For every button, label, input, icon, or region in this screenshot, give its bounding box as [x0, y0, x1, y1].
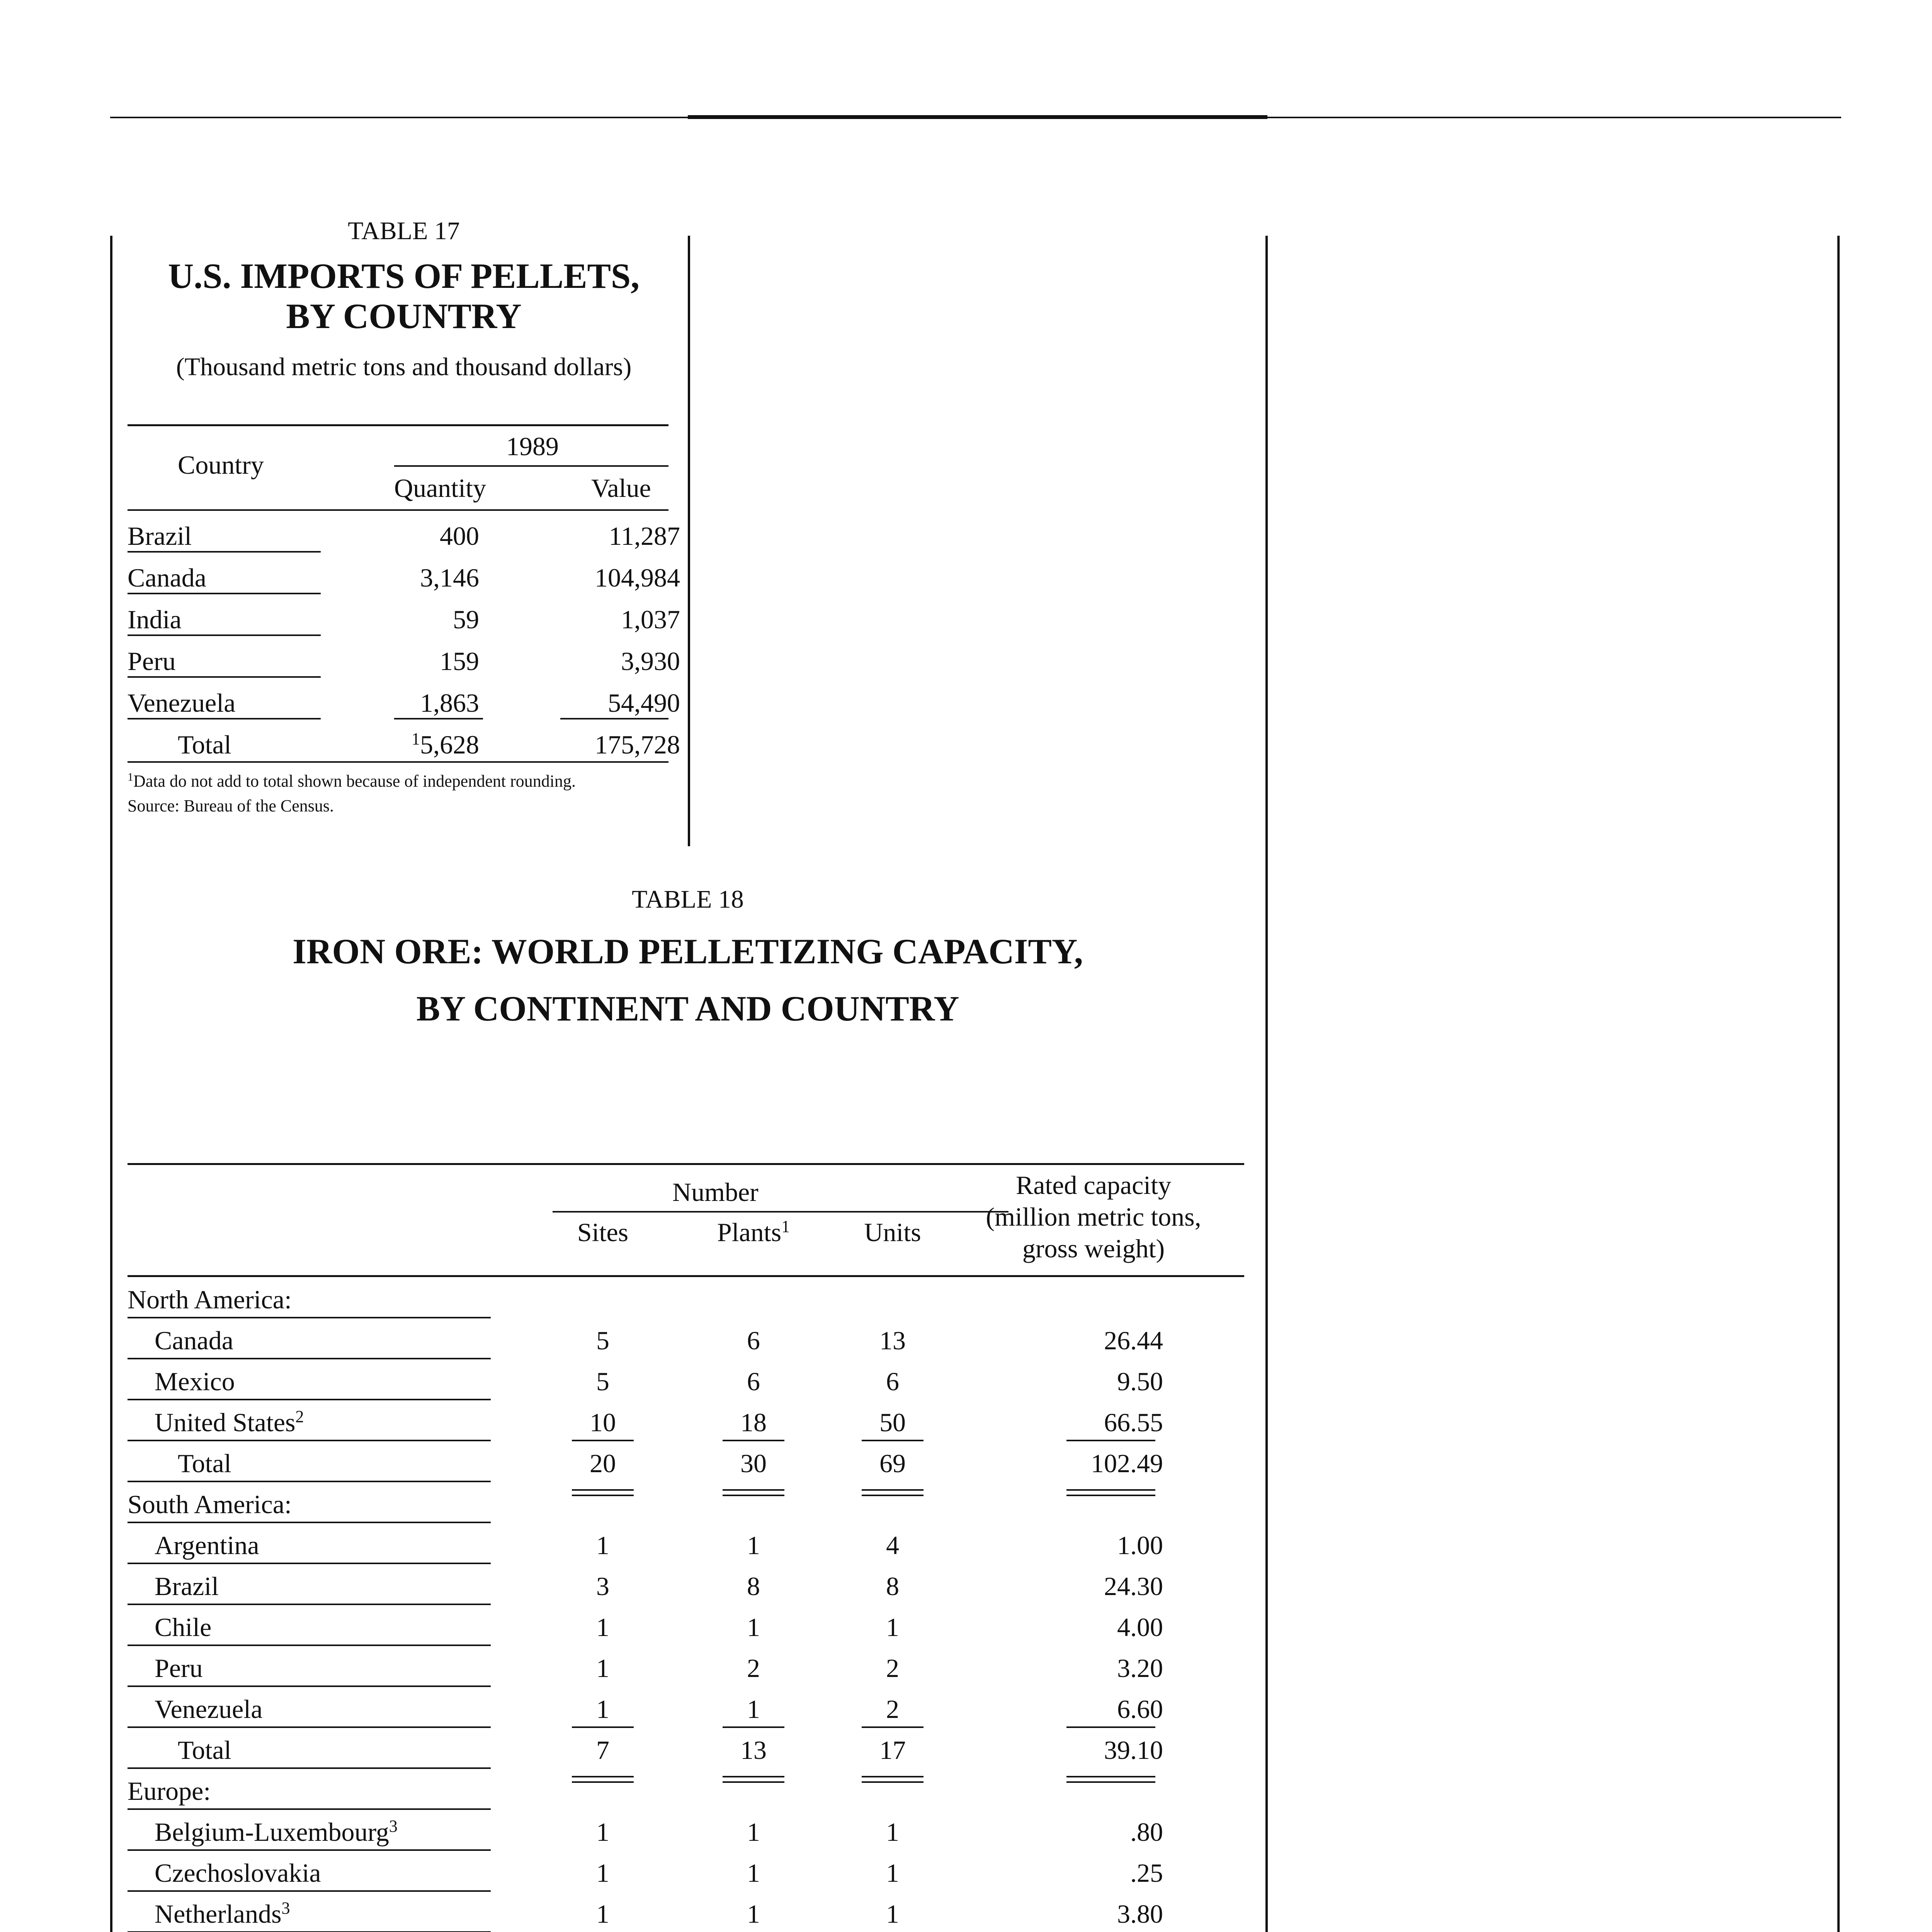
units-cell: 17 [879, 1735, 906, 1765]
country-cell: Brazil [155, 1571, 219, 1601]
sites-cell: 10 [590, 1408, 616, 1437]
section-label: Europe: [128, 1776, 211, 1806]
table-header [128, 1163, 1244, 1277]
total-label: Total [178, 730, 231, 759]
table-17-body [128, 424, 680, 818]
table-label: TABLE 18 [632, 885, 744, 913]
table-row [128, 1687, 1244, 1728]
units-cell: 8 [886, 1571, 899, 1601]
sites-cell: 1 [596, 1694, 609, 1724]
plants-cell: 13 [740, 1735, 767, 1765]
footer-rule [128, 761, 668, 763]
country-cell: Czechoslovakia [155, 1858, 321, 1888]
plants-cell: 1 [747, 1531, 760, 1560]
section-heading [128, 1769, 1244, 1810]
column-rule-right [1837, 236, 1840, 1932]
table-label: TABLE 17 [348, 217, 460, 245]
sites-cell: 1 [596, 1858, 609, 1888]
number-rule [553, 1211, 1009, 1213]
sites-cell: 1 [596, 1899, 609, 1929]
header-country: Country [178, 450, 264, 480]
section-label: North America: [128, 1285, 292, 1314]
value-cell: 1,037 [621, 605, 680, 634]
quantity-cell: 159 [440, 646, 479, 676]
total-label: Total [178, 1449, 231, 1478]
quantity-cell: 59 [453, 605, 479, 634]
capacity-cell: 24.30 [1104, 1571, 1163, 1601]
header-quantity: Quantity [394, 473, 486, 503]
capacity-cell: 39.10 [1104, 1735, 1163, 1765]
country-cell: Peru [155, 1653, 203, 1683]
value-cell: 11,287 [609, 521, 680, 551]
plants-cell: 18 [740, 1408, 767, 1437]
units-cell: 1 [886, 1817, 899, 1847]
header-value: Value [591, 473, 651, 503]
country-cell: Mexico [155, 1367, 235, 1396]
table-row [128, 1564, 1244, 1605]
country-cell: Venezuela [155, 1694, 263, 1724]
header-units: Units [864, 1218, 921, 1247]
table-title-line2: BY CONTINENT AND COUNTRY [416, 989, 959, 1028]
capacity-cell: .25 [1130, 1858, 1163, 1888]
section-heading [128, 1482, 1244, 1523]
sites-cell: 5 [596, 1367, 609, 1396]
plants-cell: 1 [747, 1858, 760, 1888]
table-row-total [128, 1728, 1244, 1769]
column-rule-table17 [688, 236, 690, 846]
table-row [128, 1605, 1244, 1646]
table-row [128, 553, 680, 594]
table-17-rows [128, 511, 680, 719]
capacity-cell: 9.50 [1117, 1367, 1163, 1396]
country-cell: India [128, 605, 182, 634]
table-row [128, 1810, 1244, 1851]
quantity-cell: 1,863 [420, 688, 479, 718]
sites-cell: 1 [596, 1612, 609, 1642]
capacity-cell: 6.60 [1117, 1694, 1163, 1724]
units-cell: 50 [879, 1408, 906, 1437]
capacity-cell: 26.44 [1104, 1326, 1163, 1355]
units-cell: 4 [886, 1531, 899, 1560]
header-capacity-3: gross weight) [1022, 1234, 1165, 1263]
units-cell: 6 [886, 1367, 899, 1396]
capacity-cell: 4.00 [1117, 1612, 1163, 1642]
table-row [128, 1318, 1244, 1359]
plants-cell: 1 [747, 1817, 760, 1847]
table-row-total [128, 719, 680, 761]
table-18 [128, 1163, 1244, 1932]
plants-cell: 6 [747, 1326, 760, 1355]
total-label: Total [178, 1735, 231, 1765]
sites-cell: 1 [596, 1653, 609, 1683]
header-capacity-2: (million metric tons, [986, 1202, 1201, 1231]
header-capacity-1: Rated capacity [1015, 1170, 1172, 1200]
section-heading [128, 1277, 1244, 1318]
table-title-line1: IRON ORE: WORLD PELLETIZING CAPACITY, [293, 932, 1083, 971]
country-cell: Belgium-Luxembourg$^3$ [155, 1816, 398, 1847]
plants-cell: 8 [747, 1571, 760, 1601]
table-18-rows [128, 1277, 1244, 1932]
capacity-cell: 1.00 [1117, 1531, 1163, 1560]
sites-cell: 1 [596, 1531, 609, 1560]
country-cell: Argentina [155, 1531, 259, 1560]
table-row [128, 636, 680, 678]
table-title-line2: BY COUNTRY [286, 296, 522, 336]
table-units: (Thousand metric tons and thousand dollars) [176, 353, 632, 381]
table-header [128, 424, 680, 511]
table-row-total [128, 1441, 1244, 1482]
sites-cell: 20 [590, 1449, 616, 1478]
capacity-cell: .80 [1130, 1817, 1163, 1847]
plants-cell: 1 [747, 1612, 760, 1642]
units-cell: 69 [879, 1449, 906, 1478]
units-cell: 1 [886, 1899, 899, 1929]
header-number: Number [672, 1177, 759, 1207]
value-cell: 3,930 [621, 646, 680, 676]
header-bottom-rule [128, 1275, 1244, 1277]
units-cell: 1 [886, 1858, 899, 1888]
table-row [128, 1646, 1244, 1687]
plants-cell: 1 [747, 1899, 760, 1929]
capacity-cell: 3.80 [1117, 1899, 1163, 1929]
country-cell: Brazil [128, 521, 192, 551]
year-rule [394, 465, 668, 467]
plants-cell: 1 [747, 1694, 760, 1724]
table-row [128, 1892, 1244, 1932]
units-cell: 13 [879, 1326, 906, 1355]
units-cell: 2 [886, 1653, 899, 1683]
table-row [128, 1400, 1244, 1441]
capacity-cell: 66.55 [1104, 1408, 1163, 1437]
table-row [128, 511, 680, 553]
sites-cell: 3 [596, 1571, 609, 1601]
capacity-cell: 3.20 [1117, 1653, 1163, 1683]
total-value: 175,728 [595, 730, 680, 759]
plants-cell: 2 [747, 1653, 760, 1683]
units-cell: 2 [886, 1694, 899, 1724]
table-17 [128, 216, 680, 818]
country-cell: Canada [128, 563, 206, 592]
country-cell: Canada [155, 1326, 233, 1355]
units-cell: 1 [886, 1612, 899, 1642]
section-label: South America: [128, 1490, 292, 1519]
table-row [128, 1359, 1244, 1400]
header-year: 1989 [506, 432, 559, 461]
table-row [128, 1851, 1244, 1892]
table-title-line1: U.S. IMPORTS OF PELLETS, [168, 256, 640, 296]
source-note: Source: Bureau of the Census. [128, 796, 334, 815]
country-cell: Chile [155, 1612, 212, 1642]
table-row [128, 594, 680, 636]
value-cell: 54,490 [608, 688, 680, 718]
table-18-heading [128, 885, 1248, 1029]
footnote-1: $^1$Data do not add to total shown because of independent rounding. [128, 770, 576, 791]
country-cell: United States$^2$ [155, 1407, 304, 1437]
plants-cell: 30 [740, 1449, 767, 1478]
total-quantity: $^1$5,628 [412, 729, 479, 759]
column-rule-middle [1265, 236, 1268, 1932]
country-cell: Venezuela [128, 688, 236, 718]
table-row [128, 1523, 1244, 1564]
capacity-cell: 102.49 [1091, 1449, 1163, 1478]
column-rule-left [110, 236, 112, 1932]
header-sites: Sites [577, 1218, 629, 1247]
value-cell: 104,984 [595, 563, 680, 592]
table-row [128, 678, 680, 719]
header-plants: Plants$^1$ [717, 1217, 790, 1247]
quantity-cell: 3,146 [420, 563, 479, 592]
quantity-cell: 400 [440, 521, 479, 551]
country-cell: Netherlands$^3$ [155, 1898, 290, 1929]
sites-cell: 7 [596, 1735, 609, 1765]
plants-cell: 6 [747, 1367, 760, 1396]
sites-cell: 1 [596, 1817, 609, 1847]
country-cell: Peru [128, 646, 176, 676]
top-rule-thick [688, 115, 1267, 119]
sites-cell: 5 [596, 1326, 609, 1355]
